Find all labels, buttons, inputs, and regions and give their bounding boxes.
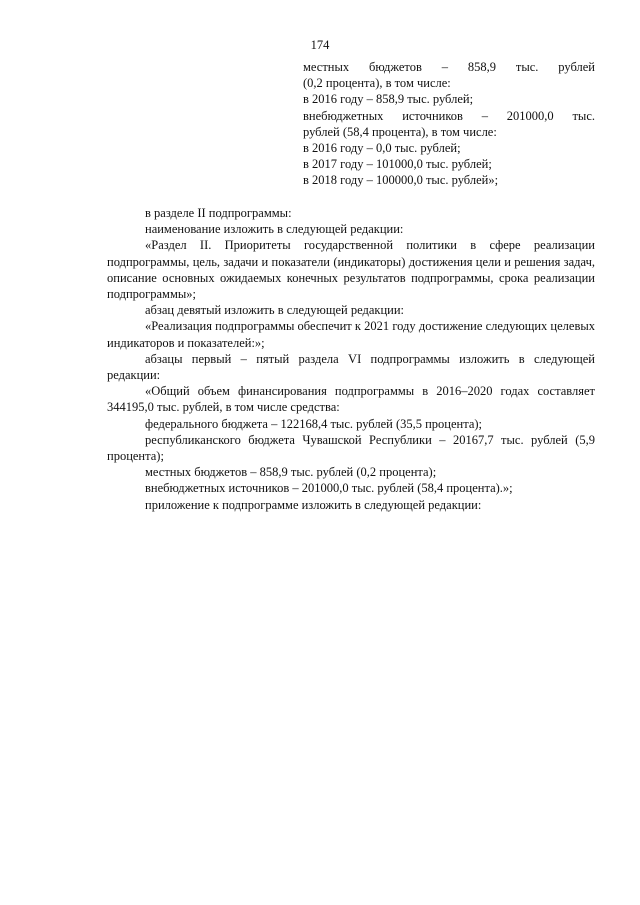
paragraph: в разделе II подпрограммы: bbox=[145, 206, 292, 220]
continuation-line: местных бюджетов – 858,9 тыс. рублей bbox=[303, 60, 595, 74]
amendment-text bbox=[107, 205, 595, 513]
continuation-line: в 2018 году – 100000,0 тыс. рублей»; bbox=[303, 173, 499, 188]
continuation-line: в 2016 году – 858,9 тыс. рублей; bbox=[303, 92, 474, 107]
page-number: 174 bbox=[310, 38, 330, 52]
continuation-line: в 2017 году – 101000,0 тыс. рублей; bbox=[303, 157, 492, 172]
paragraph: абзацы первый – пятый раздела VI подпрограммы изложить в следующей редакции: bbox=[107, 351, 595, 383]
paragraph: абзац девятый изложить в следующей редакции: bbox=[145, 303, 404, 318]
paragraph: «Раздел II. Приоритеты государственной политики в сфере реализации подпрограммы, цель, задачи и показатели (индикаторы) достижения цели и решения задач, описание основных ожидаемых конечных результатов подпрограммы, срока реализации подпрограммы»; bbox=[107, 238, 595, 302]
paragraph: приложение к подпрограмме изложить в следующей редакции: bbox=[145, 497, 482, 512]
paragraph: республиканского бюджета Чувашской Республики – 20167,7 тыс. рублей (5,9 процента); bbox=[107, 432, 595, 464]
paragraph: федерального бюджета – 122168,4 тыс. рублей (35,5 процента); bbox=[145, 416, 483, 431]
continuation-line: рублей (58,4 процента), в том числе: bbox=[303, 124, 497, 139]
paragraph: местных бюджетов – 858,9 тыс. рублей (0,2 процента); bbox=[145, 465, 437, 480]
paragraph: наименование изложить в следующей редакции: bbox=[145, 222, 404, 237]
continuation-line: внебюджетных источников – 201000,0 тыс. bbox=[303, 108, 595, 123]
continuation-line: в 2016 году – 0,0 тыс. рублей; bbox=[303, 141, 461, 156]
continuation-line: (0,2 процента), в том числе: bbox=[303, 76, 451, 91]
paragraph: внебюджетных источников – 201000,0 тыс. рублей (58,4 процента).»; bbox=[145, 481, 513, 496]
paragraph: «Реализация подпрограммы обеспечит к 2021 году достижение следующих целевых индикаторов и показателей:»; bbox=[107, 319, 595, 350]
paragraph: «Общий объем финансирования подпрограммы в 2016–2020 годах составляет 344195,0 тыс. рублей, в том числе средства: bbox=[107, 384, 595, 415]
continued-funding-block bbox=[303, 59, 595, 189]
